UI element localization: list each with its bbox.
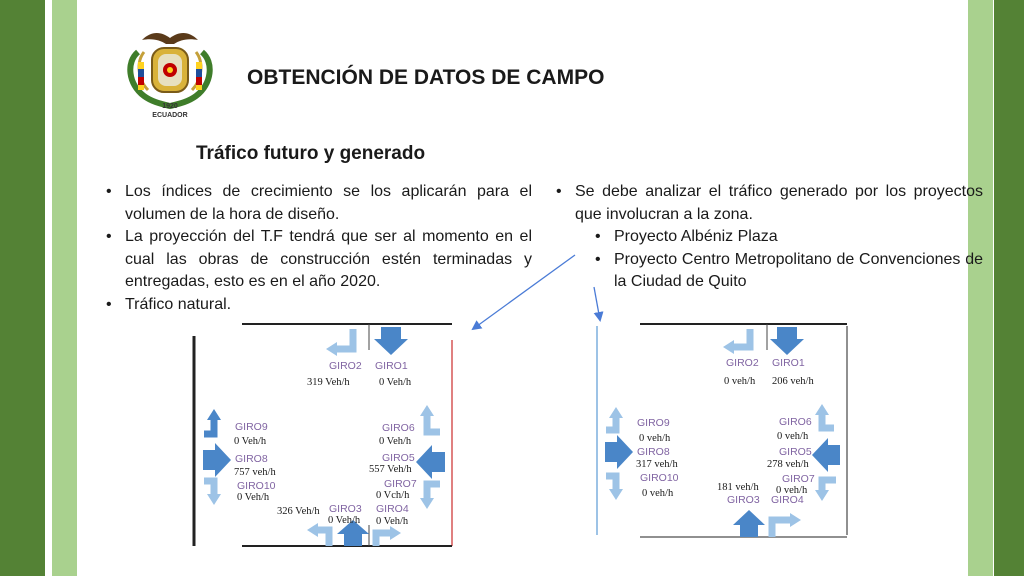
bullet-item: • La proyección del T.F tendrá que ser al momento en el cual las obras de construcción estén terminadas y entregadas, esto es en el año 2020. bbox=[103, 226, 532, 294]
giro1-label: GIRO1 bbox=[375, 360, 408, 372]
giro3-label: GIRO3 bbox=[329, 503, 362, 515]
giro3-value: 181 veh/h bbox=[717, 482, 759, 493]
intersection-diagram-left bbox=[194, 324, 452, 548]
giro3-turn-value: 326 Veh/h bbox=[277, 506, 320, 517]
giro2-value: 319 Veh/h bbox=[307, 377, 350, 388]
sub-bullet-item: • Proyecto Centro Metropolitano de Convenciones de la Ciudad de Quito bbox=[592, 249, 983, 294]
giro5-label: GIRO5 bbox=[779, 446, 812, 458]
giro4-label: GIRO4 bbox=[376, 503, 409, 515]
giro5-label: GIRO5 bbox=[382, 452, 415, 464]
giro1-label: GIRO1 bbox=[772, 357, 805, 369]
giro8-value: 757 veh/h bbox=[234, 467, 276, 478]
giro6-value: 0 Veh/h bbox=[379, 436, 412, 447]
giro7-label: GIRO7 bbox=[782, 473, 815, 485]
bullet-item: • Tráfico natural. bbox=[103, 294, 532, 317]
pointer-arrow bbox=[473, 255, 575, 329]
giro10-label: GIRO10 bbox=[237, 480, 276, 492]
giro2-label: GIRO2 bbox=[329, 360, 362, 372]
giro7-label: GIRO7 bbox=[384, 478, 417, 490]
giro10-label: GIRO10 bbox=[640, 472, 679, 484]
bullet-item: • Los índices de crecimiento se los aplicarán para el volumen de la hora de diseño. bbox=[103, 181, 532, 226]
giro2-label: GIRO2 bbox=[726, 357, 759, 369]
giro9-label: GIRO9 bbox=[235, 421, 268, 433]
giro10-value: 0 Veh/h bbox=[237, 492, 270, 503]
bullet-item: • Se debe analizar el tráfico generado por los proyectos que involucran a la zona. bbox=[553, 181, 983, 226]
giro8-label: GIRO8 bbox=[235, 453, 268, 465]
giro3-value: 0 Veh/h bbox=[328, 515, 361, 526]
giro6-label: GIRO6 bbox=[382, 422, 415, 434]
logo-year: 1920 bbox=[162, 103, 178, 110]
giro8-value: 317 veh/h bbox=[636, 459, 678, 470]
giro6-label: GIRO6 bbox=[779, 416, 812, 428]
giro7-value: 0 Vch/h bbox=[376, 490, 410, 501]
giro4-value: 0 Veh/h bbox=[376, 516, 409, 527]
section-subtitle: Tráfico futuro y generado bbox=[196, 143, 426, 164]
sub-bullet-item: • Proyecto Albéniz Plaza bbox=[592, 226, 983, 249]
giro10-value: 0 veh/h bbox=[642, 488, 674, 499]
giro5-value: 557 Veh/h bbox=[369, 464, 412, 475]
giro1-value: 0 Veh/h bbox=[379, 377, 412, 388]
giro9-value: 0 Veh/h bbox=[234, 436, 267, 447]
intersection-diagram-right bbox=[597, 324, 847, 538]
pointer-arrow bbox=[594, 287, 600, 320]
page-title: OBTENCIÓN DE DATOS DE CAMPO bbox=[247, 66, 605, 89]
giro8-label: GIRO8 bbox=[637, 446, 670, 458]
giro1-value: 206 veh/h bbox=[772, 376, 814, 387]
giro9-value: 0 veh/h bbox=[639, 433, 671, 444]
giro2-value: 0 veh/h bbox=[724, 376, 756, 387]
giro9-label: GIRO9 bbox=[637, 417, 670, 429]
giro7-value: 0 veh/h bbox=[776, 485, 808, 496]
giro6-value: 0 veh/h bbox=[777, 431, 809, 442]
giro5-value: 278 veh/h bbox=[767, 459, 809, 470]
giro4-label: GIRO4 bbox=[771, 494, 804, 506]
logo-country: ECUADOR bbox=[152, 112, 188, 119]
giro3-label: GIRO3 bbox=[727, 494, 760, 506]
